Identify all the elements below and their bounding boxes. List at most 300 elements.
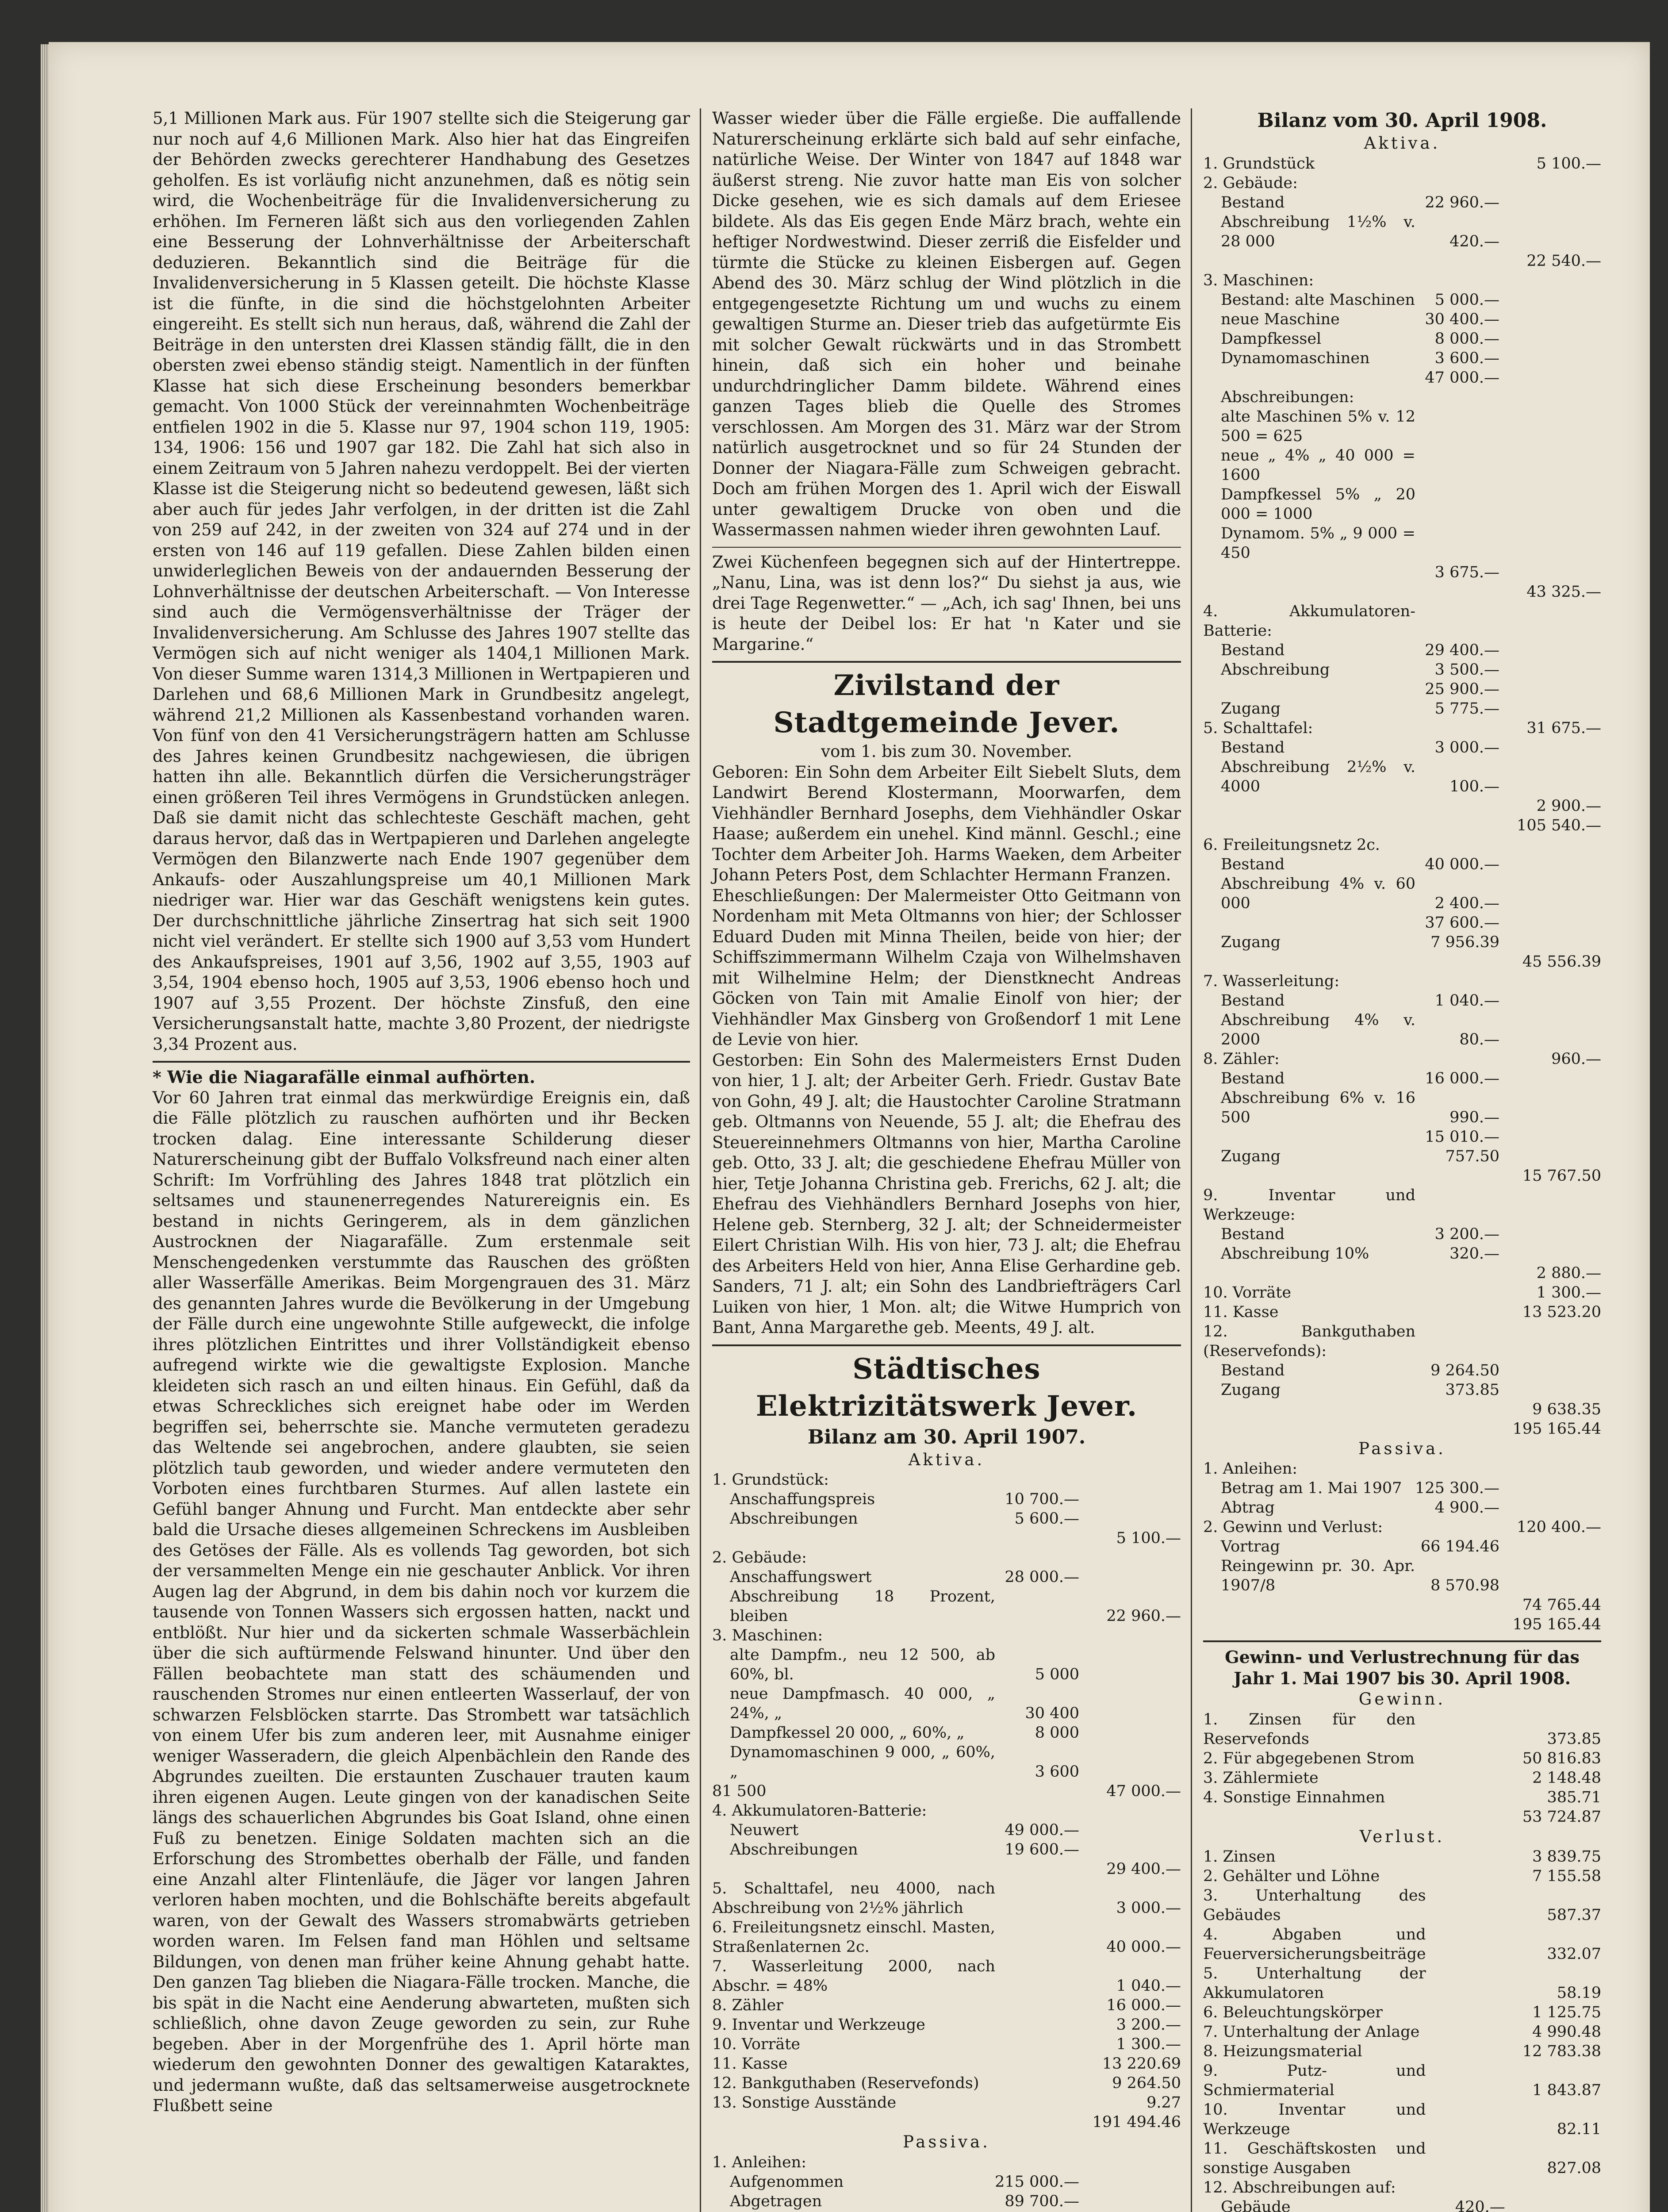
ledger-amount (1079, 1723, 1181, 1743)
gewinn-table (1203, 1710, 1601, 1827)
ledger-label: Betrag am 1. Mai 1907 (1221, 1479, 1402, 1497)
ledger-row (1203, 349, 1601, 368)
ledger-label: Bestand (1221, 1225, 1285, 1243)
ledger-row (1203, 1186, 1601, 1225)
ledger-label (1203, 796, 1415, 816)
ledger-amount: 960.— (1551, 1050, 1601, 1068)
column-middle (712, 108, 1181, 2212)
ledger-row (1203, 1380, 1601, 1400)
ledger-amount (995, 2074, 1079, 2093)
ledger-row (712, 1528, 1181, 1548)
ledger-amount: 43 325.— (1526, 583, 1601, 601)
ledger-label (1203, 680, 1415, 699)
ledger-row (1203, 446, 1601, 485)
ledger-row (712, 1645, 1181, 1684)
ledger-label: Zugang (1221, 1147, 1281, 1165)
ledger-amount: 120 400.— (1517, 1518, 1601, 1536)
ledger-amount: 587.37 (1547, 1906, 1601, 1924)
ledger-label (1203, 1595, 1415, 1615)
ledger-row (1203, 368, 1601, 388)
ledger-amount: 53 724.87 (1522, 1808, 1601, 1826)
article-niagara-title: * Wie die Niagarafälle einmal aufhörten. (153, 1067, 536, 1087)
ledger-amount (1415, 835, 1499, 855)
ledger-label: Bestand (1221, 738, 1285, 757)
bilanz-1908-aktiva-table (1203, 154, 1601, 1439)
ledger-row (1203, 835, 1601, 855)
ledger-label: Abschreibung 10% (1221, 1244, 1369, 1263)
ledger-amount (1079, 1645, 1181, 1684)
ledger-amount (1499, 271, 1601, 290)
ledger-amount (1415, 1615, 1499, 1634)
ledger-amount (995, 1801, 1079, 1820)
ledger-amount: 100.— (1449, 777, 1499, 795)
ledger-row (712, 1840, 1181, 1859)
column-left (153, 108, 690, 2116)
ledger-amount (1079, 1684, 1181, 1723)
ledger-label: neue Dampfmasch. 40 000, „ 24%, „ (730, 1685, 995, 1722)
ledger-amount (995, 2035, 1079, 2054)
ledger-row (1203, 2139, 1601, 2178)
ledger-amount (1426, 2100, 1505, 2139)
ledger-amount (995, 1548, 1079, 1567)
ledger-amount (1499, 1459, 1601, 1479)
ledger-amount: 30 400.— (1425, 310, 1499, 328)
ledger-label: 1. Grundstück: (712, 1471, 829, 1489)
ledger-amount (995, 1957, 1079, 1996)
ledger-amount: 2 148.48 (1532, 1769, 1601, 1787)
ledger-amount: 7 155.58 (1532, 1867, 1601, 1885)
ledger-amount (1415, 816, 1499, 835)
ledger-row (1203, 1964, 1601, 2003)
ledger-label: Abschreibung 4% v. 60 000 (1221, 875, 1415, 912)
ledger-amount (1415, 1710, 1499, 1749)
ledger-row (1203, 173, 1601, 193)
ledger-row (1203, 563, 1601, 582)
ledger-amount: 1 125.75 (1532, 2004, 1601, 2021)
ledger-amount (1415, 1302, 1499, 1322)
bilanz-1908-passiva-table (1203, 1459, 1601, 1634)
ledger-amount (1079, 1801, 1181, 1820)
ledger-amount: 58.19 (1557, 1984, 1601, 2002)
ledger-amount (1079, 1840, 1181, 1859)
ledger-amount (1426, 1964, 1505, 2003)
ledger-amount (1499, 699, 1601, 718)
ledger-amount: 8 000.— (1434, 330, 1499, 348)
ledger-row (1203, 1419, 1601, 1439)
ledger-amount (1415, 251, 1499, 271)
ledger-row (1203, 1069, 1601, 1088)
ledger-amount (1079, 2192, 1181, 2211)
ledger-amount (1426, 1847, 1505, 1866)
ledger-row (1203, 1361, 1601, 1380)
ledger-amount: 37 600.— (1425, 914, 1499, 932)
ledger-label: Abschreibungen: (1221, 388, 1354, 406)
ledger-amount: 49 000.— (1005, 1821, 1079, 1839)
ledger-label: Abtrag (1221, 1499, 1275, 1517)
ledger-label: 4. Sonstige Einnahmen (1203, 1788, 1385, 1806)
ledger-amount (995, 2015, 1079, 2035)
ledger-amount: 29 400.— (1106, 1860, 1181, 1878)
ledger-amount (1499, 738, 1601, 757)
ledger-amount (1415, 1186, 1499, 1225)
ledger-amount: 47 000.— (1106, 1782, 1181, 1800)
ledger-row (1203, 193, 1601, 212)
ledger-label (712, 1528, 995, 1548)
ledger-amount (1499, 835, 1601, 855)
ledger-amount (1079, 1820, 1181, 1840)
ledger-row (1203, 1263, 1601, 1283)
ledger-amount (1415, 407, 1499, 446)
ledger-row (1203, 1807, 1601, 1827)
ledger-label: Bestand (1221, 641, 1285, 659)
ledger-amount: 12 783.38 (1522, 2043, 1601, 2060)
ledger-row (1203, 1088, 1601, 1127)
ledger-amount: 66 194.46 (1420, 1538, 1499, 1555)
ledger-amount (1415, 1400, 1499, 1419)
ledger-row (1203, 407, 1601, 446)
ledger-label: Zugang (1221, 699, 1281, 718)
ledger-row (1203, 1886, 1601, 1925)
ledger-amount (1426, 2139, 1505, 2178)
ledger-amount: 9 264.50 (1430, 1361, 1499, 1379)
ledger-row (1203, 2061, 1601, 2100)
ledger-amount (1499, 446, 1601, 485)
ledger-amount (995, 1918, 1079, 1957)
ledger-row (1203, 991, 1601, 1010)
ledger-amount (1499, 524, 1601, 563)
ledger-row (1203, 524, 1601, 563)
ledger-amount (1499, 407, 1601, 446)
ledger-label: 11. Geschäftskosten und sonstige Ausgaben (1203, 2140, 1426, 2177)
ledger-amount: 13 220.69 (1102, 2055, 1181, 2073)
ledger-amount (1426, 1886, 1505, 1925)
ledger-row (1203, 1010, 1601, 1049)
gewinn-label: Gewinn. (1358, 1690, 1446, 1709)
ledger-label: 8. Heizungsmaterial (1203, 2043, 1362, 2060)
bilanz-1907-aktiva-table (712, 1470, 1181, 2132)
ledger-label (1203, 1166, 1415, 1186)
ledger-amount (1499, 602, 1601, 641)
ledger-amount (1079, 1548, 1181, 1567)
ledger-row (1203, 1302, 1601, 1322)
divider (712, 1344, 1181, 1346)
ledger-amount: 2 400.— (1434, 894, 1499, 912)
ledger-amount: 5 100.— (1116, 1529, 1181, 1547)
ledger-amount: 3 000.— (1116, 1899, 1181, 1917)
bilanz-1907-passiva-table (712, 2153, 1181, 2212)
ledger-amount (1415, 582, 1499, 602)
ledger-amount: 40 000.— (1425, 855, 1499, 873)
ledger-amount (1415, 718, 1499, 738)
ledger-amount: 28 000.— (1005, 1568, 1079, 1586)
ledger-amount (1499, 1069, 1601, 1088)
ledger-amount: 320.— (1449, 1244, 1499, 1263)
ledger-row (712, 2093, 1181, 2112)
ledger-amount: 332.07 (1547, 1945, 1601, 1963)
ledger-row (712, 2153, 1181, 2172)
ledger-label (1203, 1127, 1415, 1147)
aktiva-label: Aktiva. (1364, 134, 1441, 153)
ledger-row (712, 1996, 1181, 2015)
ledger-row (1203, 1847, 1601, 1866)
ledger-amount (995, 1782, 1079, 1801)
ledger-row (712, 1820, 1181, 1840)
ledger-amount (1415, 1768, 1499, 1788)
ledger-amount: 5 775.— (1434, 699, 1499, 718)
ledger-amount: 80.— (1459, 1030, 1499, 1048)
ledger-amount: 22 960.— (1106, 1607, 1181, 1625)
ledger-amount (1415, 952, 1499, 972)
ledger-label (1203, 1419, 1415, 1439)
ledger-amount (1499, 349, 1601, 368)
ledger-label: 2. Gewinn und Verlust: (1203, 1518, 1383, 1536)
ledger-label: Gebäude (1221, 2198, 1291, 2212)
ledger-amount: 385.71 (1547, 1788, 1601, 1806)
ledger-row (712, 1859, 1181, 1879)
ledger-row (1203, 329, 1601, 349)
ledger-row (1203, 1049, 1601, 1069)
ledger-amount (1499, 1380, 1601, 1400)
ledger-amount (1499, 1244, 1601, 1263)
ledger-row (1203, 1400, 1601, 1419)
ledger-row (1203, 641, 1601, 660)
ledger-label: Bestand (1221, 193, 1285, 211)
ledger-label: Abschreibungen (730, 1510, 858, 1528)
ledger-row (1203, 1479, 1601, 1498)
ledger-amount (1499, 563, 1601, 582)
ledger-amount (1415, 972, 1499, 991)
ledger-label (1203, 582, 1415, 602)
ledger-amount (1499, 1361, 1601, 1380)
ledger-label: 12. Bankguthaben (Reservefonds) (712, 2074, 979, 2092)
ledger-row (712, 1626, 1181, 1645)
ledger-label (1203, 1615, 1415, 1634)
ledger-amount (1499, 368, 1601, 388)
ledger-amount: 3 200.— (1116, 2016, 1181, 2034)
ledger-amount: 105 540.— (1517, 816, 1601, 834)
ledger-label: Aufgenommen (730, 2173, 844, 2191)
ledger-amount (1415, 388, 1499, 407)
ledger-amount (995, 1626, 1079, 1645)
ledger-amount: 125 300.— (1415, 1479, 1499, 1497)
newspaper-page (49, 42, 1650, 2212)
ledger-amount (1415, 271, 1499, 290)
ledger-amount (1499, 680, 1601, 699)
ledger-row (1203, 933, 1601, 952)
zivilstand-subtitle: vom 1. bis zum 30. November. (821, 742, 1072, 761)
ledger-label: 4. Akkumulatoren-Batterie: (712, 1802, 927, 1820)
ledger-amount (1426, 2061, 1505, 2100)
ledger-amount: 40 000.— (1106, 1938, 1181, 1956)
ledger-row (712, 2074, 1181, 2093)
ledger-amount (1499, 329, 1601, 349)
divider (153, 1061, 690, 1063)
ledger-amount (1415, 1263, 1499, 1283)
ledger-amount: 30 400 (1025, 1705, 1079, 1722)
ledger-row (1203, 2178, 1601, 2197)
ledger-row (1203, 952, 1601, 972)
ledger-amount: 215 000.— (995, 2173, 1079, 2191)
ledger-label: 10. Vorräte (712, 2035, 801, 2053)
ledger-amount: 15 767.50 (1522, 1167, 1601, 1185)
ledger-row (712, 1723, 1181, 1743)
ledger-amount (1499, 1088, 1601, 1127)
ledger-row (712, 2172, 1181, 2192)
ledger-label: 13. Sonstige Ausstände (712, 2094, 897, 2112)
ledger-amount (1415, 173, 1499, 193)
ledger-label: 12. Abschreibungen auf: (1203, 2179, 1396, 2197)
ledger-label: Bestand (1221, 991, 1285, 1010)
ledger-amount (1415, 485, 1499, 524)
ledger-amount (1079, 1509, 1181, 1528)
ledger-amount: 47 000.— (1425, 369, 1499, 387)
ledger-amount: 2 900.— (1536, 797, 1601, 815)
ledger-row (1203, 1283, 1601, 1302)
ledger-amount (1415, 602, 1499, 641)
ledger-amount (1415, 1595, 1499, 1615)
ledger-amount (1079, 1470, 1181, 1490)
ledger-amount (1079, 2172, 1181, 2192)
ledger-amount: 2 880.— (1536, 1264, 1601, 1282)
ledger-amount: 22 960.— (1425, 193, 1499, 211)
ledger-row (1203, 680, 1601, 699)
ledger-label: Abschreibung 18 Prozent, bleiben (730, 1588, 995, 1625)
column-rule (700, 108, 701, 2212)
ledger-row (1203, 913, 1601, 933)
ledger-amount (1079, 1626, 1181, 1645)
ledger-amount: 16 000.— (1106, 1997, 1181, 2014)
ledger-row (1203, 602, 1601, 641)
ledger-amount: 89 700.— (1005, 2192, 1079, 2210)
ledger-amount (1499, 1225, 1601, 1244)
ledger-row (1203, 1595, 1601, 1615)
ledger-label: Vortrag (1221, 1538, 1280, 1555)
ledger-amount (1499, 757, 1601, 796)
ledger-row (712, 2054, 1181, 2074)
ledger-amount (995, 1996, 1079, 2015)
divider (1203, 1640, 1601, 1642)
ledger-row (1203, 582, 1601, 602)
ledger-label: 1. Anleihen: (712, 2153, 807, 2171)
ledger-amount (1415, 1166, 1499, 1186)
ledger-row (1203, 2100, 1601, 2139)
ledger-amount (1499, 212, 1601, 251)
ledger-amount: 22 540.— (1526, 252, 1601, 270)
ledger-row (712, 2015, 1181, 2035)
ledger-amount: 827.08 (1547, 2159, 1601, 2177)
ledger-amount: 4 900.— (1434, 1499, 1499, 1517)
ledger-label: Anschaffungswert (730, 1568, 872, 1586)
ledger-amount: 3 600.— (1434, 349, 1499, 367)
column-rule (1191, 108, 1192, 2212)
ledger-label: 11. Kasse (712, 2055, 788, 2073)
ledger-label: 10. Vorräte (1203, 1283, 1292, 1302)
ledger-row (1203, 1322, 1601, 1361)
ledger-amount: 5 000.— (1434, 291, 1499, 309)
ledger-label: alte Dampfm., neu 12 500, ab 60%, bl. (730, 1646, 995, 1683)
ledger-label: 2. Gebäude: (712, 1549, 807, 1567)
zivilstand-title: Zivilstand der Stadtgemeinde Jever. (773, 669, 1120, 739)
ledger-amount: 195 165.44 (1512, 1420, 1601, 1438)
ledger-amount: 1 040.— (1116, 1977, 1181, 1995)
ledger-label: Bestand (1221, 855, 1285, 873)
ledger-amount (1499, 1322, 1601, 1361)
ledger-label (1203, 251, 1415, 271)
ledger-amount (1079, 1567, 1181, 1587)
ledger-row (712, 1918, 1181, 1957)
ledger-amount: 82.11 (1557, 2120, 1601, 2138)
ledger-row (1203, 1749, 1601, 1768)
ledger-label: 3. Unterhaltung des Gebäudes (1203, 1887, 1426, 1924)
ledger-amount (1499, 660, 1601, 680)
ledger-amount (1426, 2042, 1505, 2061)
ledger-amount (1499, 641, 1601, 660)
ledger-amount: 1 040.— (1434, 991, 1499, 1010)
ledger-row (1203, 290, 1601, 310)
ledger-label: 6. Beleuchtungskörper (1203, 2004, 1383, 2021)
ledger-amount (1499, 874, 1601, 913)
ledger-label: 1. Zinsen (1203, 1848, 1276, 1866)
divider (712, 547, 1181, 548)
ledger-row (1203, 212, 1601, 251)
ledger-amount (1499, 290, 1601, 310)
ledger-row (1203, 1459, 1601, 1479)
ledger-amount (1499, 193, 1601, 212)
ledger-label: 2. Gehälter und Löhne (1203, 1867, 1380, 1885)
ledger-label (1203, 563, 1415, 582)
ledger-amount (1415, 1517, 1499, 1537)
ledger-row (1203, 1517, 1601, 1537)
guv-title: Gewinn- und Verlustrechnung für das Jahr 1. Mai 1907 bis 30. April 1908. (1225, 1647, 1580, 1688)
ledger-label: Zugang (1221, 933, 1281, 951)
ledger-row (1203, 1925, 1601, 1964)
ledger-amount: 3 839.75 (1532, 1848, 1601, 1866)
ledger-row (1203, 1147, 1601, 1166)
ledger-amount (1415, 446, 1499, 485)
ledger-label: 9. Putz- und Schmiermaterial (1203, 2062, 1426, 2099)
ledger-row (1203, 388, 1601, 407)
ledger-row (1203, 699, 1601, 718)
ledger-row (1203, 1768, 1601, 1788)
ledger-amount: 990.— (1449, 1108, 1499, 1126)
ledger-label: Bestand (1221, 1361, 1285, 1379)
ledger-row (712, 1743, 1181, 1782)
ledger-row (1203, 1788, 1601, 1807)
ledger-amount: 8 000 (1035, 1724, 1079, 1742)
ledger-label: neue Maschine (1221, 310, 1340, 328)
article-insurance: 5,1 Millionen Mark aus. Für 1907 stellte sich die Steigerung gar nur noch auf 4,6 Millionen Mark. Also hier hat das Eingreifen der Behörden zwecks gerechterer Handhabung des Gesetzes geholfen. Es ist vorläufig nicht anzunehmen, daß es nötig sein wird, die Wochenbeiträge für die Invalidenversicherung zu erhöhen. Im Ferneren läßt sich aus den vorliegenden Zahlen eine Besserung der Lohnverhältnisse der Arbeiterschaft deduzieren. Bekanntlich sind die Beiträge für die Invalidenversicherung in 5 Klassen geteilt. Die höchste Klasse ist die fünfte, in die sind die höchstgelohnten Arbeiter eingereiht. Es stellt sich nun heraus, daß, während die Zahl der Beiträge in den untersten drei Klassen ständig fällt, die in den obersten zwei ebenso ständig steigt. Namentlich in der fünften Klasse hat sich diese Erscheinung besonders bemerkbar gemacht. Von 1000 Stück der vereinnahmten Wochenbeiträge entfielen 1902 in die 5. Klasse nur 97, 1904 schon 119, 1905: 134, 1906: 156 und 1907 gar 182. Die Zahl hat sich also in einem Zeitraum von 5 Jahren nahezu verdoppelt. Bei der vierten Klasse ist die Steigerung nicht so bedeutend gewesen, läßt sich aber auch für jedes Jahr verfolgen, in der dritten ist die Zahl von 259 auf 242, in der zweiten von 324 auf 274 und in der ersten von 146 auf 119 gefallen. Diese Zahlen bilden einen unwiderleglichen Beweis von der andauernden Besserung der Lohnverhältnisse der deutschen Arbeiterschaft. — Von Interesse sind auch die Vermögensverhältnisse der Träger der Invalidenversicherung. Am Schlusse des Jahres 1907 stellte das Vermögen sich auf nicht weniger als 1404,1 Millionen Mark. Von dieser Summe waren 1314,3 Millionen in Wertpapieren und Darlehen und 68,6 Millionen Mark in Grundbesitz angelegt, während 21,2 Millionen als Kassenbestand vorhanden waren. Von fünf von den 41 Versicherungsträgern hatten am Schlusse des Jahres keinen Grundbesitz nachgewiesen, die übrigen hatten ihn alle. Bekanntlich dürfen die Versicherungsträger einen größeren Teil ihres Vermögens in Grundstücken anlegen. Daß sie damit nicht das schlechteste Geschäft machen, geht daraus hervor, daß das in Wertpapieren und Darlehen angelegte Vermögen den Bilanzwerte nach Ende 1907 gegenüber dem Ankaufs- oder Auszahlungspreise um 40,1 Millionen Mark niedriger war. Hier war das Geschäft wenigstens kein gutes. Der durchschnittliche jährliche Zinsertrag hat sich seit 1900 nicht viel verändert. Er stellte sich 1900 auf 3,53 vom Hundert des Ankaufspreises, 1901 auf 3,56, 1902 auf 3,55, 1903 auf 3,54, 1904 ebenso hoch, 1905 auf 3,53, 1906 ebenso hoch und 1907 auf 3,55 Prozent. Der höchste Zinsfuß, den eine Versicherungsanstalt hatte, machte 3,80 Prozent, der niedrigste 3,34 Prozent aus. (153, 109, 690, 1054)
ledger-label: 4. Akkumulatoren-Batterie: (1203, 602, 1415, 640)
ledger-amount: 8 570.98 (1430, 1577, 1499, 1594)
ledger-amount (1415, 1322, 1499, 1361)
ledger-amount (1499, 1556, 1601, 1595)
ledger-label: Abschreibung 6% v. 16 500 (1221, 1089, 1415, 1126)
ledger-label: 11. Kasse (1203, 1303, 1279, 1321)
ledger-amount (1499, 913, 1601, 933)
ledger-label: alte Maschinen 5% v. 12 500 = 625 (1221, 407, 1415, 445)
ledger-label: Dynamomaschinen 9 000, „ 60%, „ (730, 1743, 995, 1781)
ledger-amount: 3 500.— (1434, 661, 1499, 679)
ledger-row (1203, 2197, 1601, 2212)
ledger-amount (1415, 1459, 1499, 1479)
ledger-row (1203, 796, 1601, 816)
ledger-amount: 420.— (1455, 2198, 1505, 2212)
ledger-amount (1505, 2178, 1601, 2197)
ledger-label: 3. Maschinen: (712, 1627, 823, 1644)
ledger-amount: 13 523.20 (1522, 1303, 1601, 1321)
bilanz-1908-title: Bilanz vom 30. April 1908. (1257, 109, 1547, 132)
ledger-amount (1499, 1479, 1601, 1498)
